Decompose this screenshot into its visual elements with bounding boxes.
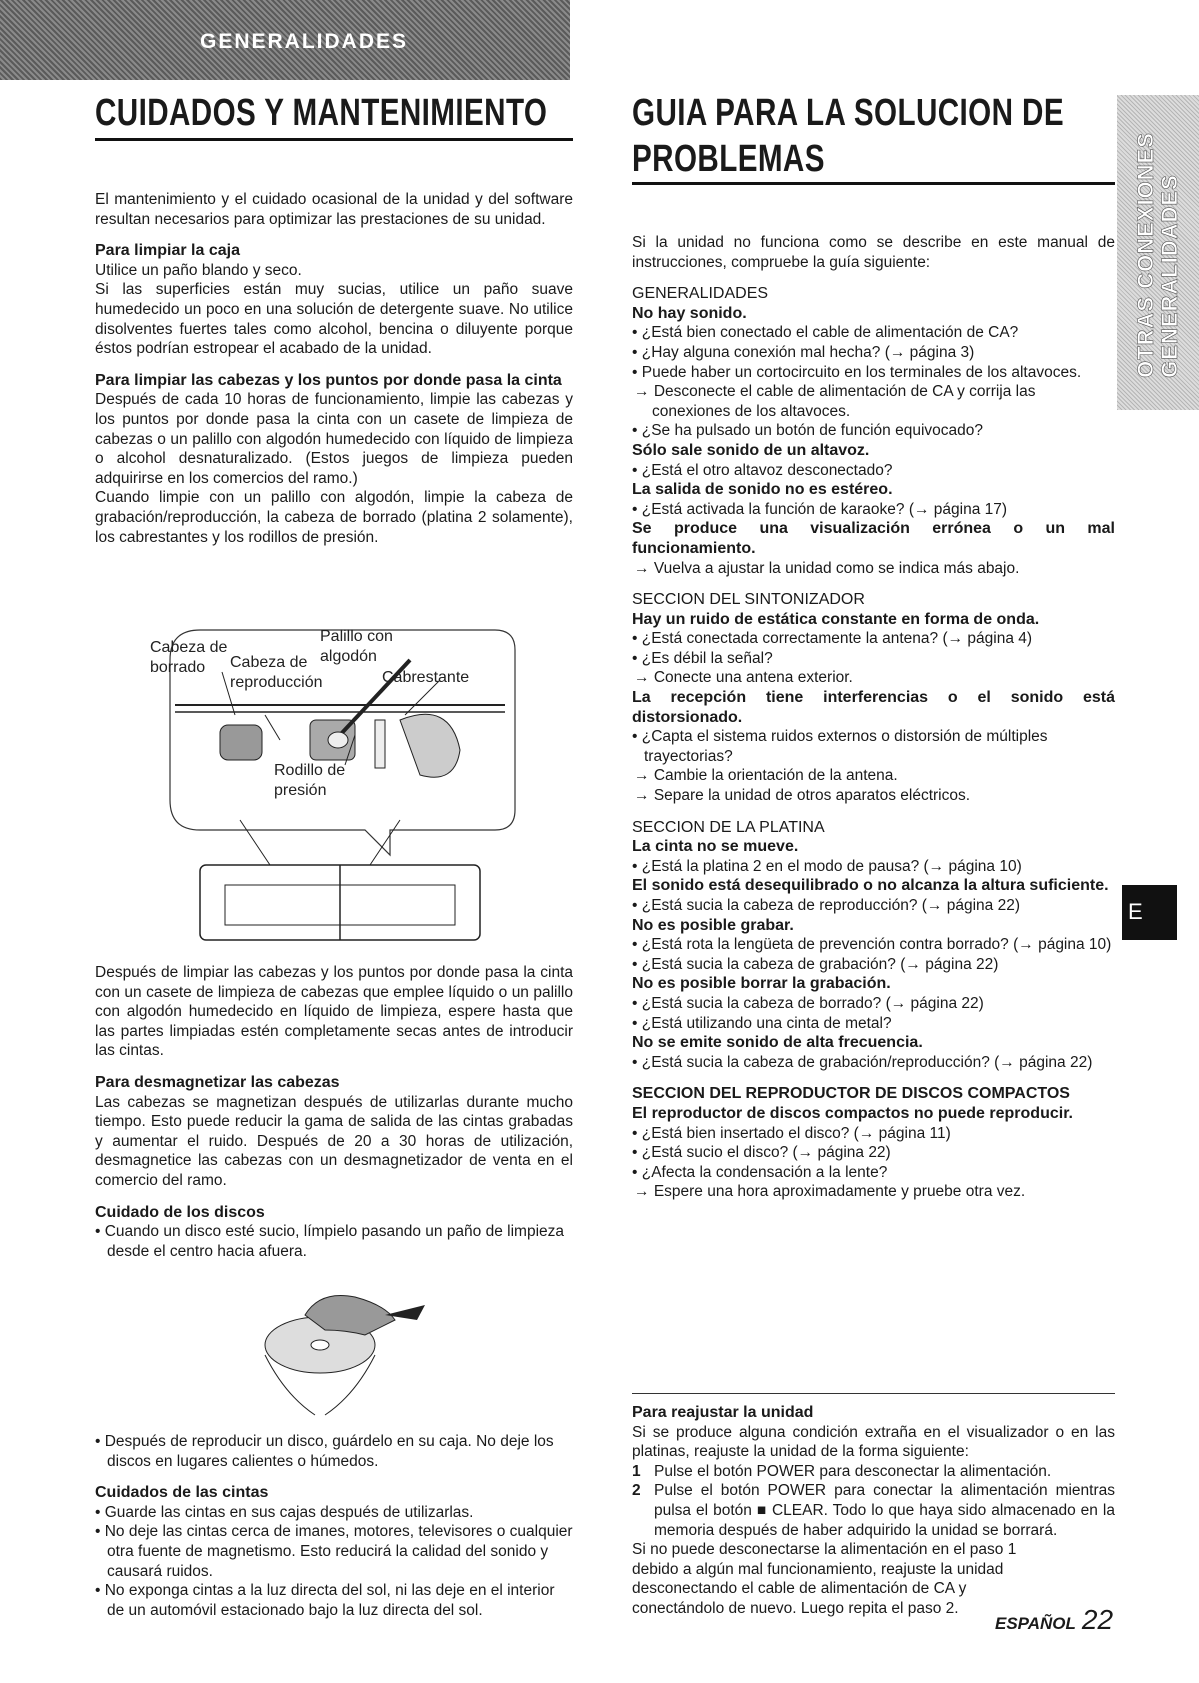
deck-s1-bullet-1: • ¿Está la platina 2 en el modo de pausa? (→ página 10) (632, 857, 1115, 877)
deck-s4-bullet-2: • ¿Está utilizando una cinta de metal? (632, 1014, 1115, 1034)
reset-step-2-text: Pulse el botón POWER para conectar la alimentación mientras pulsa el botón ■ CLEAR. Todo lo que haya sido almacenado en la memoria después de haber adquirido la unidad se borrará. (654, 1482, 1115, 1539)
cintas-list (95, 1503, 573, 1621)
side-section-tab (1117, 95, 1199, 410)
label-cabeza-reproduccion-1: Cabeza de (230, 654, 308, 671)
cd-s1-bullet-2: • ¿Está sucio el disco? (→ página 22) (632, 1143, 1115, 1163)
label-rodillo-1: Rodillo de (274, 762, 346, 779)
tuner-list-1 (632, 629, 1115, 668)
label-cabeza-borrado-2: borrado (150, 659, 206, 676)
cabezas-heading: Para limpiar las cabezas y los puntos por donde pasa la cinta (95, 371, 562, 389)
side-tab-line2: GENERALIDADES (1157, 174, 1182, 378)
deck-symptom-4: No es posible borrar la grabación. (632, 975, 891, 993)
gen-symptom-3: La salida de sonido no es estéreo. (632, 481, 893, 499)
gen-s3-bullet-1: • ¿Está activada la función de karaoke? (→ página 17) (632, 500, 1115, 520)
cintas-bullet-1: • Guarde las cintas en sus cajas después de utilizarlas. (95, 1503, 573, 1523)
deck-s3-bullet-1: • ¿Está rota la lengüeta de prevención contra borrado? (→ página 10) (632, 935, 1115, 955)
deck-list-5 (632, 1053, 1115, 1073)
label-cabeza-reproduccion-2: reproducción (230, 674, 323, 691)
gen-symptom-1: No hay sonido. (632, 304, 747, 322)
tuner-s2-bullet-1: • ¿Capta el sistema ruidos externos o distorsión de múltiples trayectorias? (632, 727, 1115, 766)
disc-cleaning-illustration (245, 1275, 445, 1425)
tuner-s2-action-1: → Cambie la orientación de la antena. (632, 766, 1115, 786)
discos-list-1 (95, 1222, 573, 1261)
cd-s1-bullet-1: • ¿Está bien insertado el disco? (→ página 11) (632, 1124, 1115, 1144)
tuner-s2-action-2: → Separe la unidad de otros aparatos eléctricos. (632, 786, 1115, 806)
deck-symptom-3: No es posible grabar. (632, 916, 794, 934)
discos-heading: Cuidado de los discos (95, 1203, 265, 1221)
gen-s4-action-1: → Vuelva a ajustar la unidad como se indica más abajo. (632, 559, 1115, 579)
tuner-s1-action-1: → Conecte una antena exterior. (632, 668, 1115, 688)
reset-outro: Si no puede desconectarse la alimentación en el paso 1 debido a algún mal funcionamiento, reajuste la unidad desconectando el cable de alimentación de CA y conectándolo de nuevo. Luego repita el paso 2. (632, 1541, 1017, 1617)
discos-bullet-1: • Cuando un disco esté sucio, límpielo pasando un paño de limpieza desde el centro hacia afuera. (95, 1222, 573, 1261)
reset-intro: Si se produce alguna condición extraña en el visualizador o en las platinas, reajuste la unidad de la forma siguiente: (632, 1423, 1115, 1461)
erase-head-shape (220, 725, 262, 760)
reset-step-1-number: 1 (632, 1462, 641, 1480)
cabezas-text-1: Después de cada 10 horas de funcionamiento, limpie las cabezas y los puntos por donde pasa la cinta con un casete de limpieza de cabezas o un palillo con algodón humedecido con líquido de limpieza o alcohol desnaturalizado. (Estos juegos de limpieza pueden adquirirse en los comercios del ramo.) (95, 391, 573, 487)
left-title-rule (95, 138, 573, 141)
left-page-title: CUIDADOS Y MANTENIMIENTO (95, 92, 548, 134)
cd-symptom-1: El reproductor de discos compactos no puede reproducir. (632, 1104, 1073, 1122)
caja-heading: Para limpiar la caja (95, 242, 240, 260)
language-tab (1122, 885, 1177, 940)
tape-head-diagram (150, 620, 530, 950)
right-title-rule (632, 182, 1115, 185)
tuner-section-heading: SECCION DEL SINTONIZADOR (632, 591, 865, 609)
discos-list-2 (95, 1432, 573, 1471)
deck-list-4 (632, 994, 1115, 1033)
gen-list-1b (632, 421, 1115, 441)
disc-center-hole (311, 1340, 329, 1350)
gen-s1-bullet-3: • Puede haber un cortocircuito en los terminales de los altavoces. (632, 363, 1115, 383)
right-column (632, 233, 1115, 1202)
gen-section-heading: GENERALIDADES (632, 285, 769, 303)
deck-s3-bullet-2: • ¿Está sucia la cabeza de grabación? (→ página 22) (632, 955, 1115, 975)
capstan-shape (375, 720, 385, 768)
gen-s2-bullet-1: • ¿Está el otro altavoz desconectado? (632, 461, 1115, 481)
pinch-roller-shape (400, 714, 460, 777)
reset-step-2 (632, 1481, 1115, 1540)
cintas-heading: Cuidados de las cintas (95, 1484, 269, 1502)
cd-list-1 (632, 1124, 1115, 1183)
deck-pointer-lines (240, 820, 400, 865)
gen-s1-bullet-2: • ¿Hay alguna conexión mal hecha? (→ página 3) (632, 343, 1115, 363)
tuner-list-2 (632, 727, 1115, 766)
gen-s1-action-1: → Desconecte el cable de alimentación de CA y corrija las conexiones de los altavoces. (632, 382, 1115, 421)
left-column-lower (95, 963, 573, 1261)
deck-s4-bullet-1: • ¿Está sucia la cabeza de borrado? (→ página 22) (632, 994, 1115, 1014)
label-palillo-2: algodón (320, 648, 377, 665)
deck-symptom-1: La cinta no se mueve. (632, 838, 799, 856)
caja-text-2: Si las superficies están muy sucias, utilice un paño suave humedecido un poco en una solución de detergente suave. No utilice disolventes fuertes tales como alcohol, bencina o diluyente porque éstos podrían estropear el acabado de la unidad. (95, 281, 573, 358)
deck-symptom-2: El sonido está desequilibrado o no alcanza la altura suficiente. (632, 877, 1109, 895)
language-letter: E (1128, 899, 1143, 924)
troubleshoot-intro: Si la unidad no funciona como se describe en este manual de instrucciones, compruebe la guía siguiente: (632, 234, 1115, 271)
reset-step-2-number: 2 (632, 1482, 641, 1500)
right-page-title-line2: PROBLEMAS (632, 138, 825, 180)
gen-list-1 (632, 323, 1115, 382)
gen-s1-bullet-4: • ¿Se ha pulsado un botón de función equivocado? (632, 421, 1115, 441)
deck-list-1 (632, 857, 1115, 877)
cd-s1-bullet-3: • ¿Afecta la condensación a la lente? (632, 1163, 1115, 1183)
deck-section-heading: SECCION DE LA PLATINA (632, 818, 825, 836)
cabezas-text-2: Cuando limpie con un palillo con algodón, limpie la cabeza de grabación/reproducción, la cabeza de borrado (platina 2 solamente), los cabrestantes y los rodillos de presión. (95, 489, 573, 546)
gen-list-2 (632, 461, 1115, 481)
deck-list-2 (632, 896, 1115, 916)
tuner-symptom-2: La recepción tiene interferencias o el sonido está distorsionado. (632, 689, 1115, 726)
tuner-symptom-1: Hay un ruido de estática constante en forma de onda. (632, 610, 1040, 628)
cotton-swab-tip (328, 732, 348, 748)
footer-language: ESPAÑOL (995, 1614, 1076, 1633)
cd-section-heading: SECCION DEL REPRODUCTOR DE DISCOS COMPACTOS (632, 1085, 1070, 1103)
deck-symptom-5: No se emite sonido de alta frecuencia. (632, 1034, 923, 1052)
left-column-upper (95, 190, 573, 547)
deck-s5-bullet-1: • ¿Está sucia la cabeza de grabación/reproducción? (→ página 22) (632, 1053, 1115, 1073)
caja-text-1: Utilice un paño blando y seco. (95, 261, 302, 279)
cintas-bullet-2: • No deje las cintas cerca de imanes, motores, televisores o cualquier otra fuente de magnetismo. Esto reducirá la calidad del sonido y causará ruidos. (95, 1522, 573, 1581)
discos-bullet-2: • Después de reproducir un disco, guárdelo en su caja. No deje los discos en lugares calientes o húmedos. (95, 1432, 573, 1471)
deck-s2-bullet-1: • ¿Está sucia la cabeza de reproducción? (→ página 22) (632, 896, 1115, 916)
tuner-s1-bullet-2: • ¿Es débil la señal? (632, 649, 1115, 669)
tuner-s1-bullet-1: • ¿Está conectada correctamente la antena? (→ página 4) (632, 629, 1115, 649)
side-tab-line1: OTRAS CONEXIONES (1133, 132, 1158, 378)
left-column-bottom (95, 1432, 573, 1620)
leader-erase (265, 715, 280, 740)
gen-symptom-4: Se produce una visualización errónea o un mal funcionamiento. (632, 520, 1115, 557)
reset-separator (632, 1393, 1115, 1394)
reset-heading: Para reajustar la unidad (632, 1404, 814, 1421)
side-tab-labels (1134, 132, 1182, 378)
reset-step-1-text: Pulse el botón POWER para desconectar la alimentación. (654, 1462, 1052, 1480)
desmag-heading: Para desmagnetizar las cabezas (95, 1073, 340, 1091)
section-header-band (0, 0, 570, 80)
right-page-title-line1: GUIA PARA LA SOLUCION DE (632, 92, 1065, 134)
gen-s1-bullet-1: • ¿Está bien conectado el cable de alimentación de CA? (632, 323, 1115, 343)
after-figure-paragraph: Después de limpiar las cabezas y los puntos por donde pasa la cinta con un casete de limpieza de cabezas que emplee líquido o un palillo con algodón humedecido en líquido de limpieza, espere hasta que las partes limpiadas estén completamente secas antes de introducir las cintas. (95, 964, 573, 1060)
gen-list-3 (632, 500, 1115, 520)
reset-block (632, 1403, 1115, 1619)
cd-s1-action-1: → Espere una hora aproximadamente y pruebe otra vez. (632, 1182, 1115, 1202)
page-number: 22 (1081, 1604, 1114, 1635)
label-palillo-1: Palillo con (320, 628, 393, 645)
desmag-text: Las cabezas se magnetizan después de utilizarlas durante mucho tiempo. Esto puede reducir la gama de salida de las cintas grabadas y aumentar el ruido. Después de 20 a 30 horas de utilización, desmagnetice las cabezas con un desmagnetizador de venta en el comercio del ramo. (95, 1093, 573, 1189)
deck-list-3 (632, 935, 1115, 974)
intro-paragraph: El mantenimiento y el cuidado ocasional de la unidad y del software resultan necesarios para optimizar las prestaciones de su unidad. (95, 191, 573, 228)
label-cabrestante: Cabrestante (382, 669, 470, 686)
label-rodillo-2: presión (274, 782, 327, 799)
cintas-bullet-3: • No exponga cintas a la luz directa del sol, ni las deje en el interior de un automóvil estacionado bajo la luz directa del sol. (95, 1581, 573, 1620)
section-header-label: GENERALIDADES (200, 30, 409, 53)
page-footer (995, 1604, 1113, 1636)
gen-symptom-2: Sólo sale sonido de un altavoz. (632, 441, 870, 459)
reset-step-1 (632, 1462, 1115, 1482)
label-cabeza-borrado-1: Cabeza de (150, 639, 228, 656)
